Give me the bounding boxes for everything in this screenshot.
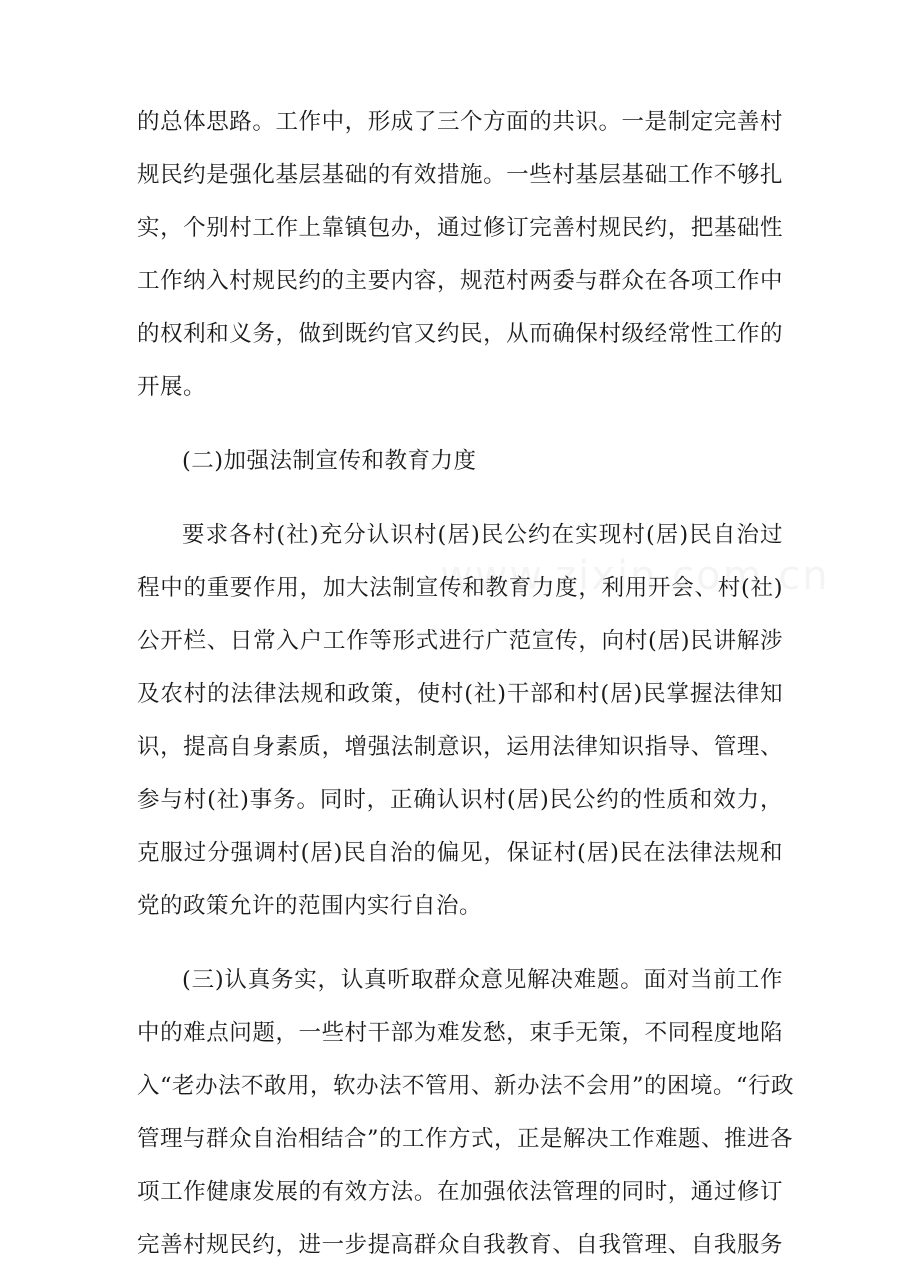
text-line: 的权利和义务，做到既约官又约民，从而确保村级经常性工作的 — [137, 321, 783, 347]
text-line: 项工作健康发展的有效方法。在加强依法管理的同时，通过修订 — [137, 1179, 783, 1205]
text-line: 公开栏、日常入户工作等形式进行广范宣传，向村(居)民讲解涉 — [137, 628, 783, 654]
text-line: 及农村的法律法规和政策，使村(社)干部和村(居)民掌握法律知 — [137, 681, 783, 707]
text-line: 管理与群众自治相结合”的工作方式，正是解决工作难题、推进各 — [137, 1126, 794, 1152]
text-line: 规民约是强化基层基础的有效措施。一些村基层基础工作不够扎 — [137, 162, 783, 188]
text-line: 识，提高自身素质，增强法制意识，运用法律知识指导、管理、 — [137, 734, 783, 760]
paragraph-continued — [137, 96, 783, 414]
paragraph-gap — [137, 414, 783, 435]
text-line: 党的政策允许的范围内实行自治。 — [137, 893, 483, 919]
document-body — [137, 96, 795, 1272]
text-line: 参与村(社)事务。同时，正确认识村(居)民公约的性质和效力， — [137, 787, 783, 813]
text-line: 实，个别村工作上靠镇包办，通过修订完善村规民约，把基础性 — [137, 215, 783, 241]
text-line: 开展。 — [137, 374, 207, 400]
paragraph-legal-publicity — [137, 509, 783, 933]
text-line: 入“老办法不敢用，软办法不管用、新办法不会用”的困境。“行政 — [137, 1073, 795, 1099]
paragraph-gap — [137, 933, 783, 954]
text-line: 的总体思路。工作中，形成了三个方面的共识。一是制定完善村 — [137, 109, 783, 135]
text-line: 完善村规民约，进一步提高群众自我教育、自我管理、自我服务 — [137, 1232, 783, 1258]
text-line: 程中的重要作用，加大法制宣传和教育力度，利用开会、村(社) — [137, 575, 783, 601]
section-heading-2 — [137, 435, 783, 488]
text-line: 中的难点问题，一些村干部为难发愁，束手无策，不同程度地陷 — [137, 1020, 783, 1046]
paragraph-gap — [137, 488, 783, 509]
heading-text: (二)加强法制宣传和教育力度 — [182, 448, 477, 474]
text-line: 要求各村(社)充分认识村(居)民公约在实现村(居)民自治过 — [182, 522, 783, 548]
text-line: (三)认真务实，认真听取群众意见解决难题。面对当前工作 — [182, 967, 783, 993]
text-line: 克服过分强调村(居)民自治的偏见，保证村(居)民在法律法规和 — [137, 840, 783, 866]
text-line: 工作纳入村规民约的主要内容，规范村两委与群众在各项工作中 — [137, 268, 783, 294]
paragraph-practical-work — [137, 954, 795, 1272]
